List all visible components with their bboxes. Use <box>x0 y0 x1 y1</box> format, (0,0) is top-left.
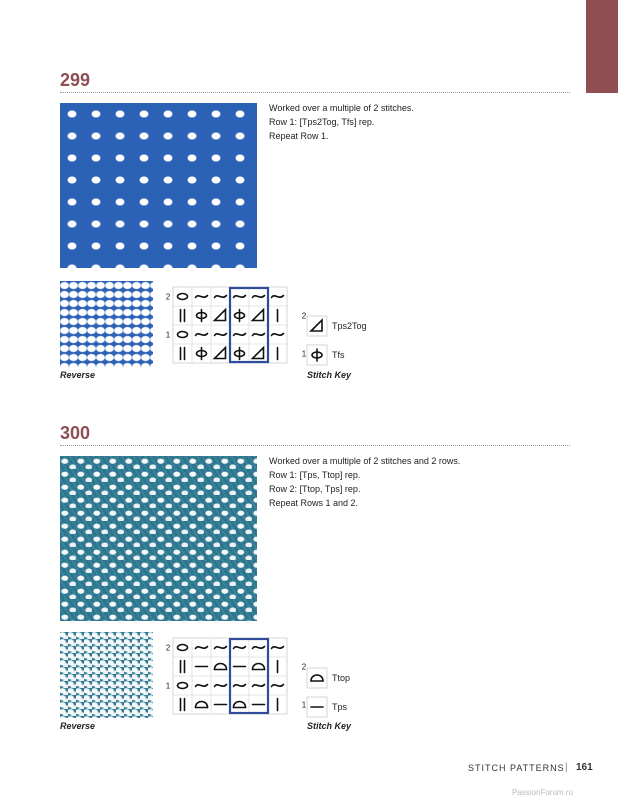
tfs-symbol <box>307 345 327 365</box>
chapter-tab-marker <box>586 0 618 93</box>
tps2tog-symbol <box>307 316 327 336</box>
row-number: 1 <box>301 349 306 359</box>
row-number: 1 <box>165 330 171 340</box>
reverse-swatch-photo <box>60 281 153 367</box>
row-number: 1 <box>165 681 171 691</box>
row-number: 2 <box>165 643 171 653</box>
pattern-number: 299 <box>60 70 91 90</box>
ttop-symbol <box>307 668 327 688</box>
instruction-line: Worked over a multiple of 2 stitches and 2 rows. <box>269 456 461 466</box>
row-number: 2 <box>165 292 171 302</box>
key-label: Tps2Tog <box>332 321 367 331</box>
row-number: 1 <box>301 700 306 710</box>
footer-section-title: STITCH PATTERNS <box>468 763 565 773</box>
watermark: PassionForum.ru <box>512 788 573 797</box>
instruction-line: Repeat Row 1. <box>269 131 329 141</box>
page-number: 161 <box>576 762 593 773</box>
row-number: 2 <box>301 311 306 321</box>
pattern-number: 300 <box>60 423 91 443</box>
key-label: Tps <box>332 702 348 712</box>
instruction-line: Row 1: [Tps2Tog, Tfs] rep. <box>269 117 375 127</box>
swatch-photo <box>60 456 257 621</box>
instruction-line: Row 1: [Tps, Ttop] rep. <box>269 470 361 480</box>
instructions <box>269 101 414 143</box>
stitch-key <box>305 664 395 722</box>
key-label: Tfs <box>332 350 345 360</box>
stitch-chart <box>160 285 306 367</box>
instruction-line: Row 2: [Ttop, Tps] rep. <box>269 484 361 494</box>
instruction-line: Worked over a multiple of 2 stitches. <box>269 103 414 113</box>
stitch-key-title: Stitch Key <box>307 370 352 380</box>
stitch-key <box>305 312 395 370</box>
section-divider <box>60 92 570 93</box>
section-divider <box>60 445 570 446</box>
swatch-photo <box>60 103 257 268</box>
tps-symbol <box>307 697 327 717</box>
instructions <box>269 454 460 510</box>
key-label: Ttop <box>332 673 351 683</box>
instruction-line: Repeat Rows 1 and 2. <box>269 498 359 508</box>
footer-separator: | <box>565 762 568 773</box>
stitch-key-title: Stitch Key <box>307 721 352 731</box>
reverse-caption: Reverse <box>60 721 96 731</box>
reverse-caption: Reverse <box>60 370 96 380</box>
reverse-swatch-photo <box>60 632 153 718</box>
stitch-chart <box>160 636 306 718</box>
row-number: 2 <box>301 662 306 672</box>
